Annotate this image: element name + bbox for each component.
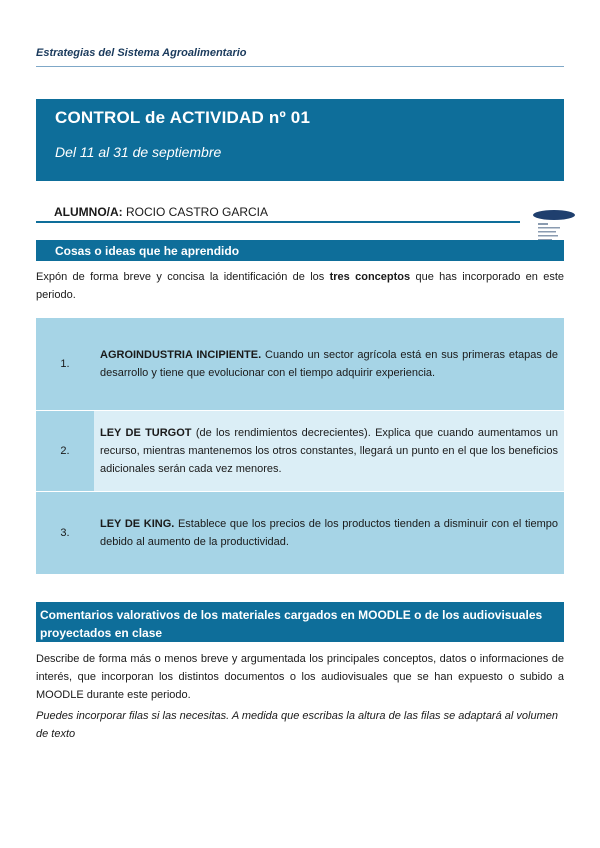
section-learned-header: [36, 240, 564, 261]
table-row: [36, 318, 564, 410]
activity-banner: [36, 99, 564, 181]
document-header-title: Estrategias del Sistema Agroalimentario: [36, 47, 247, 59]
table-row: [36, 492, 564, 574]
student-name: ROCIO CASTRO GARCIA: [126, 205, 269, 219]
row-text: [94, 318, 564, 410]
header-divider: [36, 66, 564, 67]
banner-date-range: Del 11 al 31 de septiembre: [55, 144, 222, 160]
concept-definition: (de los rendimientos decrecientes). Explica que cuando aumentamos un recurso, mientras mantenemos los otros constantes, llegará un punto en el que los beneficios adicionales serán cada vez menores.: [100, 427, 558, 475]
section-learned-title: Cosas o ideas que he aprendido: [55, 244, 240, 258]
banner-title: CONTROL de ACTIVIDAD nº 01: [55, 108, 311, 127]
concept-definition: Establece que los precios de los productos tienden a disminuir con el tiempo debido al aumento de la productividad.: [100, 518, 558, 548]
concept-term: AGROINDUSTRIA INCIPIENTE.: [100, 349, 262, 361]
section-comments-description: Describe de forma más o menos breve y argumentada los principales conceptos, datos o informaciones de interés, que incorporan los distintos documentos o los audiovisuales que se han expuesto o subido a MOODLE durante este periodo.: [36, 653, 564, 701]
concepts-table: [36, 318, 564, 574]
section-learned-intro: [36, 268, 564, 304]
intro-text-end: que has incorporado en este periodo.: [36, 271, 564, 301]
student-divider: [36, 221, 520, 223]
concept-definition: Cuando un sector agrícola está en sus primeras etapas de desarrollo y tiene que evolucionar con el tiempo adquirir experiencia.: [100, 349, 558, 379]
intro-text-start: Expón de forma breve y concisa la identificación de los: [36, 271, 330, 283]
table-row: [36, 411, 564, 491]
section-comments-title: Comentarios valorativos de los materiales cargados en MOODLE o de los audiovisuales proyectados en clase: [40, 608, 543, 640]
row-number: 1.: [60, 358, 70, 370]
intro-text-bold: tres conceptos: [329, 271, 411, 283]
row-number: 2.: [36, 411, 94, 491]
student-line: [54, 205, 268, 219]
concept-term: LEY DE KING.: [100, 518, 175, 530]
student-label: ALUMNO/A:: [54, 205, 123, 219]
row-text: [94, 411, 564, 491]
row-number: 3.: [60, 527, 70, 539]
section-comments-note: Puedes incorporar filas si las necesitas. A medida que escribas la altura de las filas se adaptará al volumen de texto: [36, 710, 558, 740]
section-comments-header: [36, 602, 564, 642]
row-text: [94, 492, 564, 574]
concept-term: LEY DE TURGOT: [100, 427, 192, 439]
